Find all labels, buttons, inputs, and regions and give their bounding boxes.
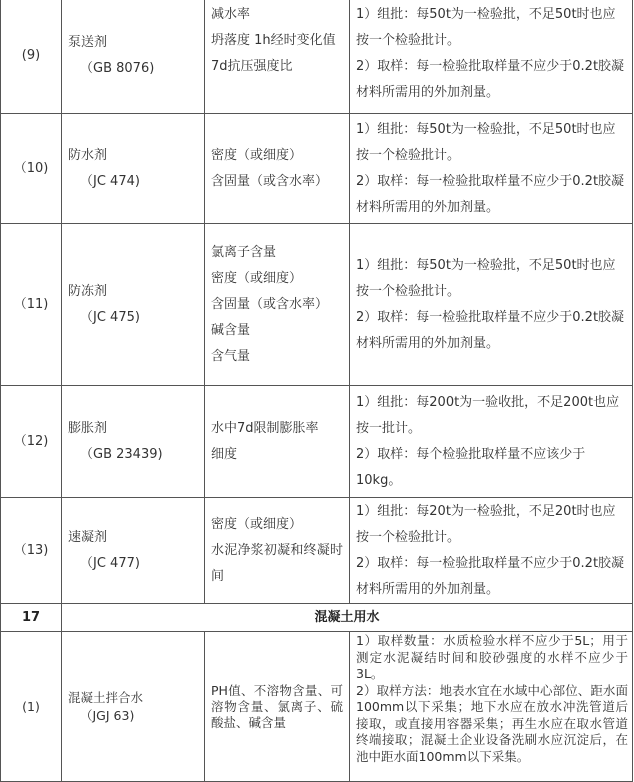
sampling-rules-cell xyxy=(350,0,633,114)
sampling-rule: 1）组批：每200t为一验收批，不足200t也应按一批计。 xyxy=(356,394,620,436)
sampling-rules-cell xyxy=(350,386,633,498)
sampling-rule: 2）取样：每一检验批取样量不应少于0.2t胶凝材料所需用的外加剂量。 xyxy=(356,59,625,100)
section-number: 17 xyxy=(1,604,62,632)
parameter: 水泥净浆初凝和终凝时间 xyxy=(211,542,343,584)
sampling-rule: 1）组批：每50t为一检验批，不足50t时也应按一个检验批计。 xyxy=(356,121,616,163)
sampling-rule: 1）组批：每20t为一检验批，不足20t时也应按一个检验批计。 xyxy=(356,503,616,545)
table-row xyxy=(1,114,633,224)
parameter: 水中7d限制膨胀率 xyxy=(211,420,319,436)
parameter: 密度（或细度） xyxy=(211,147,303,163)
section-header-row xyxy=(1,604,633,632)
material-name: 防水剂 xyxy=(68,147,108,163)
parameter: 细度 xyxy=(211,446,238,462)
material-name: 速凝剂 xyxy=(68,529,108,545)
row-number: (9) xyxy=(1,0,62,114)
material-standard: （JC 474) xyxy=(80,173,140,189)
row-number: (1) xyxy=(1,632,62,782)
material-name-cell xyxy=(62,0,205,114)
parameter: 含固量（或含水率） xyxy=(211,173,329,189)
parameter: 7d抗压强度比 xyxy=(211,59,293,74)
parameter: 含气量 xyxy=(211,348,251,364)
section-title: 混凝土用水 xyxy=(62,604,633,632)
material-name: 防冻剂 xyxy=(68,283,108,299)
parameter: 氯离子含量 xyxy=(211,244,277,260)
sampling-rules-cell xyxy=(350,224,633,386)
row-number: （10) xyxy=(1,114,62,224)
material-name: 膨胀剂 xyxy=(68,420,108,436)
sampling-rule: 1）取样数量：水质检验水样不应少于5L；用于测定水泥凝结时间和胶砂强度的水样不应少于3L。 xyxy=(356,633,628,681)
row-number: （13) xyxy=(1,498,62,604)
material-name-cell xyxy=(62,224,205,386)
material-name-cell xyxy=(62,114,205,224)
sampling-rule: 2）取样：每个检验批取样量不应该少于10kg。 xyxy=(356,446,586,488)
sampling-rules-cell xyxy=(350,114,633,224)
parameter: PH值、不溶物含量、可溶物含量、氯离子、硫酸盐、碱含量 xyxy=(211,682,343,730)
material-name: 泵送剂 xyxy=(68,34,108,50)
parameter: 含固量（或含水率） xyxy=(211,296,329,312)
parameter: 坍落度 1h经时变化值 xyxy=(211,33,336,48)
table-row xyxy=(1,386,633,498)
material-name-cell xyxy=(62,386,205,498)
row-number: （11) xyxy=(1,224,62,386)
parameters-cell xyxy=(205,386,350,498)
material-standard: （JC 475) xyxy=(80,309,140,325)
sampling-rules-cell xyxy=(350,498,633,604)
material-name-cell xyxy=(62,632,205,782)
sampling-rule: 2）取样：每一检验批取样量不应少于0.2t胶凝材料所需用的外加剂量。 xyxy=(356,309,625,351)
row-number: （12) xyxy=(1,386,62,498)
material-name-cell xyxy=(62,498,205,604)
sampling-rule: 2）取样方法：地表水宜在水域中心部位、距水面100mm以下采集；地下水应在放水冲洗管道后接取，或直接用容器采集；再生水应在取水管道终端接取；混凝土企业设备洗刷水应沉淀后，在池中距水面100mm以下采集。 xyxy=(356,682,628,764)
sampling-rule: 2）取样：每一检验批取样量不应少于0.2t胶凝材料所需用的外加剂量。 xyxy=(356,555,625,597)
parameter: 密度（或细度） xyxy=(211,270,303,286)
parameter: 碱含量 xyxy=(211,322,251,338)
parameters-cell xyxy=(205,632,350,782)
parameters-cell xyxy=(205,498,350,604)
sampling-rule: 2）取样：每一检验批取样量不应少于0.2t胶凝材料所需用的外加剂量。 xyxy=(356,173,625,215)
parameter: 减水率 xyxy=(211,7,251,22)
table-row xyxy=(1,498,633,604)
material-standard: （GB 8076) xyxy=(80,60,155,76)
table-row xyxy=(1,224,633,386)
parameter: 密度（或细度） xyxy=(211,516,303,532)
table-row xyxy=(1,0,633,114)
material-standard: （GB 23439) xyxy=(80,446,163,462)
sampling-rules-cell xyxy=(350,632,633,782)
parameters-cell xyxy=(205,0,350,114)
sampling-rule: 1）组批：每50t为一检验批，不足50t时也应按一个检验批计。 xyxy=(356,7,616,48)
material-standard: （JC 477) xyxy=(80,555,140,571)
material-standard: （JGJ 63) xyxy=(80,707,135,723)
parameters-cell xyxy=(205,224,350,386)
sampling-rule: 1）组批：每50t为一检验批，不足50t时也应按一个检验批计。 xyxy=(356,257,616,299)
parameters-cell xyxy=(205,114,350,224)
material-name: 混凝土拌合水 xyxy=(68,689,144,705)
table-row xyxy=(1,632,633,782)
